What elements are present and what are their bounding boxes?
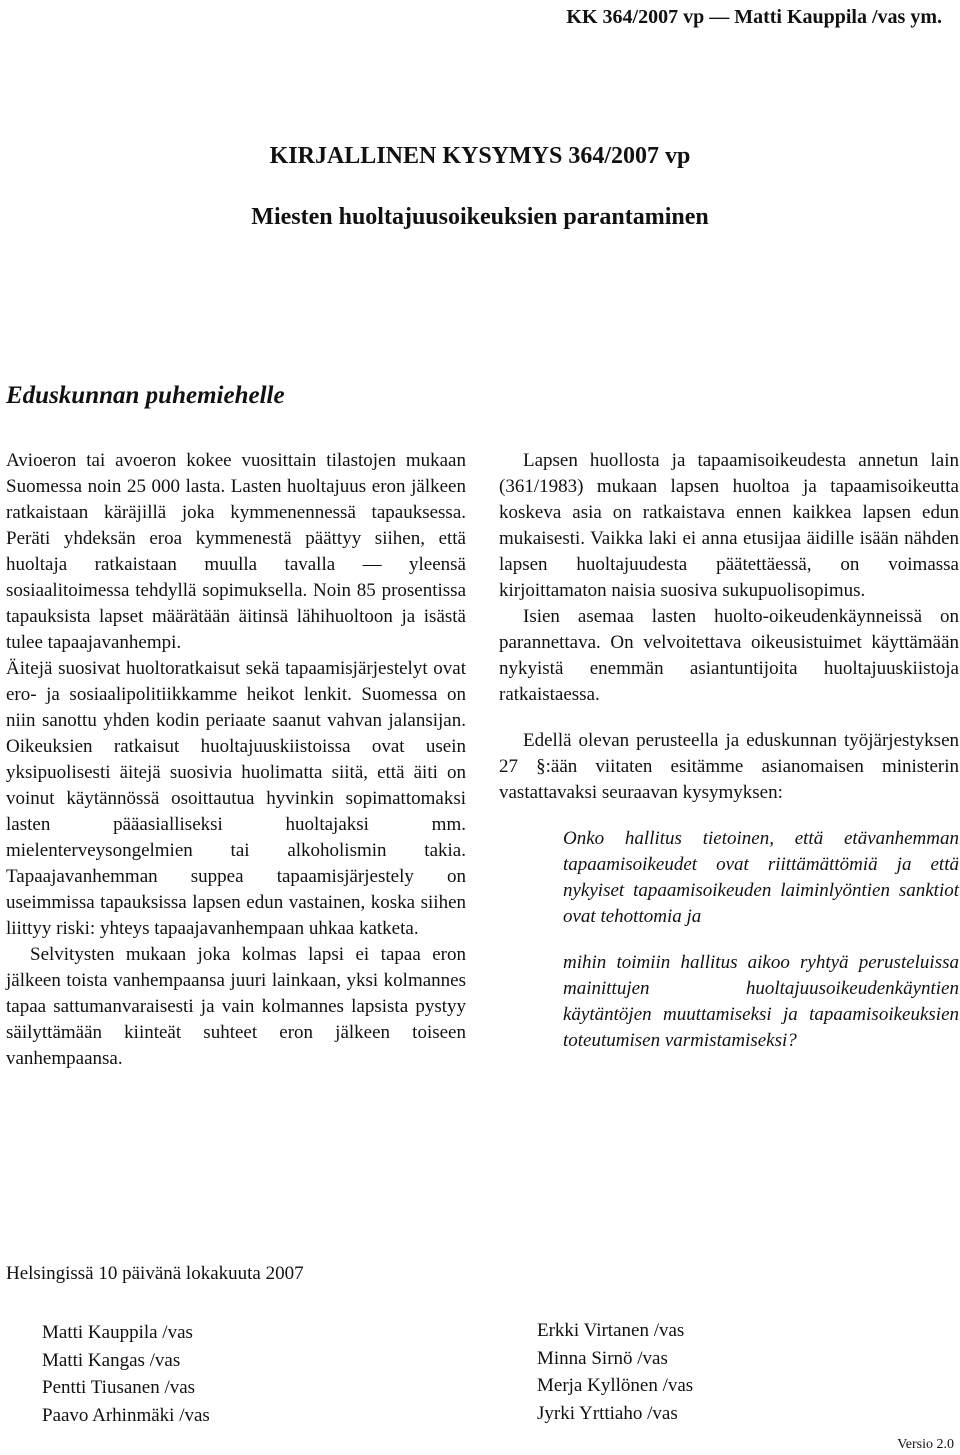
document-reference-header: KK 364/2007 vp — Matti Kauppila /vas ym. (566, 6, 942, 28)
version-label: Versio 2.0 (897, 1437, 954, 1452)
paragraph: Avioeron tai avoeron kokee vuosittain tilastojen mukaan Suomessa noin 25 000 lasta. Lasten huoltajuus eron jälkeen ratkaistaan käräjillä joka kymmenennessä tapauksessa. Peräti yhdeksän eroa kymmenestä päättyy siihen, että huoltaja ratkaistaan muulla tavalla — yleensä sosiaalitoimessa tehdyllä sopimuksella. Noin 85 prosentissa tapauksista lapset määrätään äitinsä lähihuoltoon ja isästä tulee tapaajavanhempi. (6, 450, 466, 653)
signers-right-list (537, 1317, 693, 1427)
signer-name: Matti Kauppila /vas (42, 1322, 193, 1343)
paragraph: Isien asemaa lasten huolto-oikeudenkäynneissä on parannettava. On velvoitettava oikeusistuimet käyttämään nykyistä enemmän asiantuntijoita huoltajuuskiistoja ratkaistaessa. (499, 606, 959, 705)
date-line: Helsingissä 10 päivänä lokakuuta 2007 (6, 1263, 304, 1284)
document-title: KIRJALLINEN KYSYMYS 364/2007 vp (269, 143, 691, 169)
signer-name: Erkki Virtanen /vas (537, 1320, 685, 1341)
signer-name: Merja Kyllönen /vas (537, 1375, 694, 1396)
question-block (563, 826, 959, 1054)
signer-name: Minna Sirnö /vas (537, 1347, 668, 1369)
signers-left-list (42, 1319, 210, 1429)
paragraph: Edellä olevan perusteella ja eduskunnan työjärjestyksen 27 §:ään viitaten esitämme asianomaisen ministerin vastattavaksi seuraavan kysymyksen: (499, 730, 959, 803)
right-text-column (499, 448, 959, 1054)
left-text-column (6, 448, 466, 1072)
question-text: mihin toimiin hallitus aikoo ryhtyä perusteluissa mainittujen huoltajuusoikeudenkäyntien käytäntöjen muuttamiseksi ja tapaamisoikeuksien toteutumisen varmistamiseksi? (563, 952, 959, 1051)
addressee-heading: Eduskunnan puhemiehelle (6, 382, 285, 409)
signer-name: Pentti Tiusanen /vas (42, 1377, 196, 1398)
signer-name: Paavo Arhinmäki /vas (42, 1404, 210, 1426)
paragraph: Äitejä suosivat huoltoratkaisut sekä tapaamisjärjestelyt ovat ero- ja sosiaalipolitiikkamme heikot lenkit. Suomessa on niin sanottu yhden kodin periaate saanut vahvan jalansijan. Oikeuksien ratkaisut huoltajuuskiistoissa ovat usein yksipuolisesti äitejä suosivia huolimatta siitä, että äiti on voinut käytännössä osoittautua hyvinkin sopimattomaksi lasten pääasialliseksi huoltajaksi mm. mielenterveysongelmien tai alkoholismin takia. Tapaajavanhemman suppea tapaamisjärjestely on useimmissa tapauksissa lapsen edun vastainen, koska siihen liittyy riski: yhteys tapaajavanhempaan uhkaa katketa. (6, 658, 466, 939)
paragraph: Selvitysten mukaan joka kolmas lapsi ei tapaa eron jälkeen toista vanhempaansa juuri lainkaan, yksi kolmannes tapaa sattumanvaraisesti ja vain kolmannes lapsista pystyy säilyttämään kiinteät suhteet eron jälkeen toiseen vanhempaansa. (6, 944, 466, 1069)
signer-name: Matti Kangas /vas (42, 1349, 181, 1371)
paragraph: Lapsen huollosta ja tapaamisoikeudesta annetun lain (361/1983) mukaan lapsen huoltoa ja tapaamisoikeutta koskeva asia on ratkaistava ennen kaikkea lapsen edun mukaisesti. Vaikka laki ei anna etusijaa äidille isään nähden lapsen huoltajuudesta päätettäessä, on voimassa kirjoittamaton naisia suosiva sukupuolisopimus. (499, 450, 959, 601)
signer-name: Jyrki Yrttiaho /vas (537, 1402, 678, 1424)
document-subtitle: Miesten huoltajuusoikeuksien parantaminen (251, 204, 709, 230)
question-text: Onko hallitus tietoinen, että etävanhemman tapaamisoikeudet ovat riittämättömiä ja että nykyiset tapaamisoikeuden laiminlyöntien sanktiot ovat tehottomia ja (563, 828, 959, 927)
